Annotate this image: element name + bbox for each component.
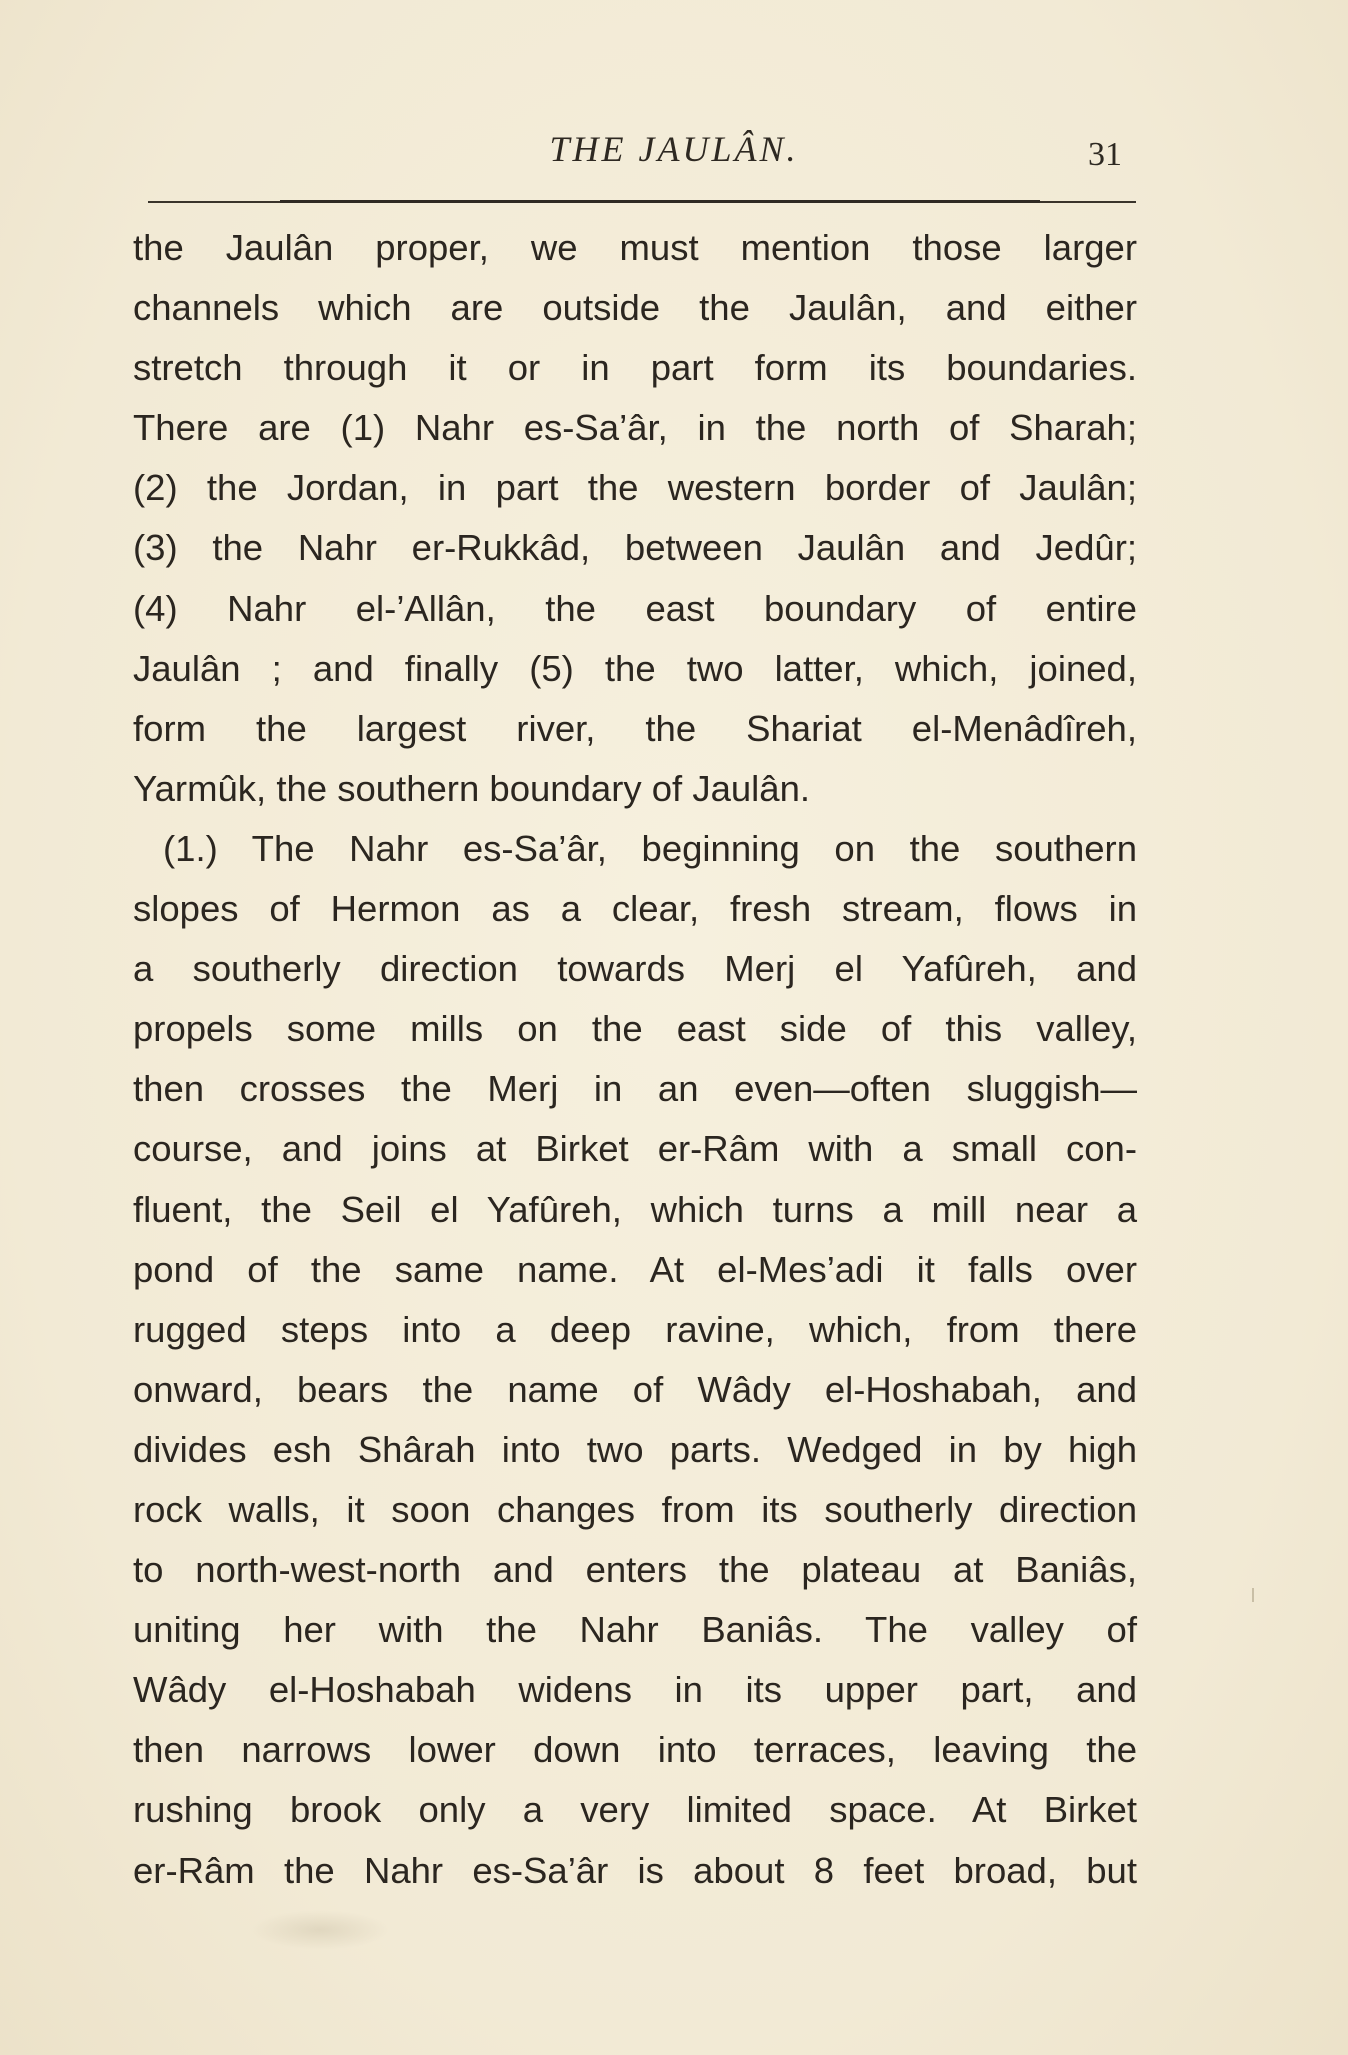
text-line: channels which are outside the Jaulân, and either (133, 287, 1137, 329)
text-line: then crosses the Merj in an even—often sluggish— (133, 1068, 1137, 1110)
text-line: Jaulân ; and finally (5) the two latter, which, joined, (133, 647, 1137, 689)
text-line: form the largest river, the Shariat el-Menâdîreh, (133, 707, 1137, 749)
text-line: (2) the Jordan, in part the western border of Jaulân; (133, 467, 1137, 509)
text-line: rushing brook only a very limited space. At Birket (133, 1789, 1137, 1831)
text-line: then narrows lower down into terraces, leaving the (133, 1729, 1137, 1771)
text-line: onward, bears the name of Wâdy el-Hoshabah, and (133, 1368, 1137, 1410)
text-line: rock walls, it soon changes from its southerly direction (133, 1488, 1137, 1530)
paper-smudge (250, 1910, 390, 1950)
text-line: divides esh Shârah into two parts. Wedged in by high (133, 1428, 1137, 1470)
text-line: course, and joins at Birket er-Râm with a small con- (133, 1128, 1137, 1170)
text-line: Wâdy el-Hoshabah widens in its upper part, and (133, 1669, 1137, 1711)
header-rule-thick (280, 200, 1040, 203)
text-line: uniting her with the Nahr Baniâs. The valley of (133, 1609, 1137, 1651)
running-head (0, 128, 1348, 178)
text-line: Yarmûk, the southern boundary of Jaulân. (133, 767, 811, 809)
text-line: the Jaulân proper, we must mention those larger (133, 227, 1137, 268)
text-line: fluent, the Seil el Yafûreh, which turns a mill near a (133, 1188, 1137, 1230)
text-line: a southerly direction towards Merj el Yafûreh, and (133, 948, 1137, 990)
text-line: slopes of Hermon as a clear, fresh stream, flows in (133, 888, 1137, 930)
text-line: er-Râm the Nahr es-Sa’âr is about 8 feet broad, but (133, 1849, 1137, 1891)
text-line: rugged steps into a deep ravine, which, from there (133, 1308, 1137, 1350)
text-line: to north-west-north and enters the plateau at Baniâs, (133, 1549, 1137, 1591)
text-line: (3) the Nahr er-Rukkâd, between Jaulân and Jedûr; (133, 527, 1137, 569)
text-line: propels some mills on the east side of this valley, (133, 1008, 1137, 1050)
paper-speck (1252, 1588, 1254, 1602)
page-number: 31 (1088, 136, 1122, 173)
text-line: (1.) The Nahr es-Sa’âr, beginning on the southern (163, 827, 1137, 869)
text-line: (4) Nahr el-’Allân, the east boundary of entire (133, 587, 1137, 629)
running-head-title: THE JAULÂN. (549, 129, 799, 169)
text-line: There are (1) Nahr es-Sa’âr, in the north of Sharah; (133, 407, 1137, 449)
text-line: stretch through it or in part form its boundaries. (133, 347, 1137, 389)
body-text (133, 218, 1137, 1901)
text-line: pond of the same name. At el-Mes’adi it falls over (133, 1248, 1137, 1290)
